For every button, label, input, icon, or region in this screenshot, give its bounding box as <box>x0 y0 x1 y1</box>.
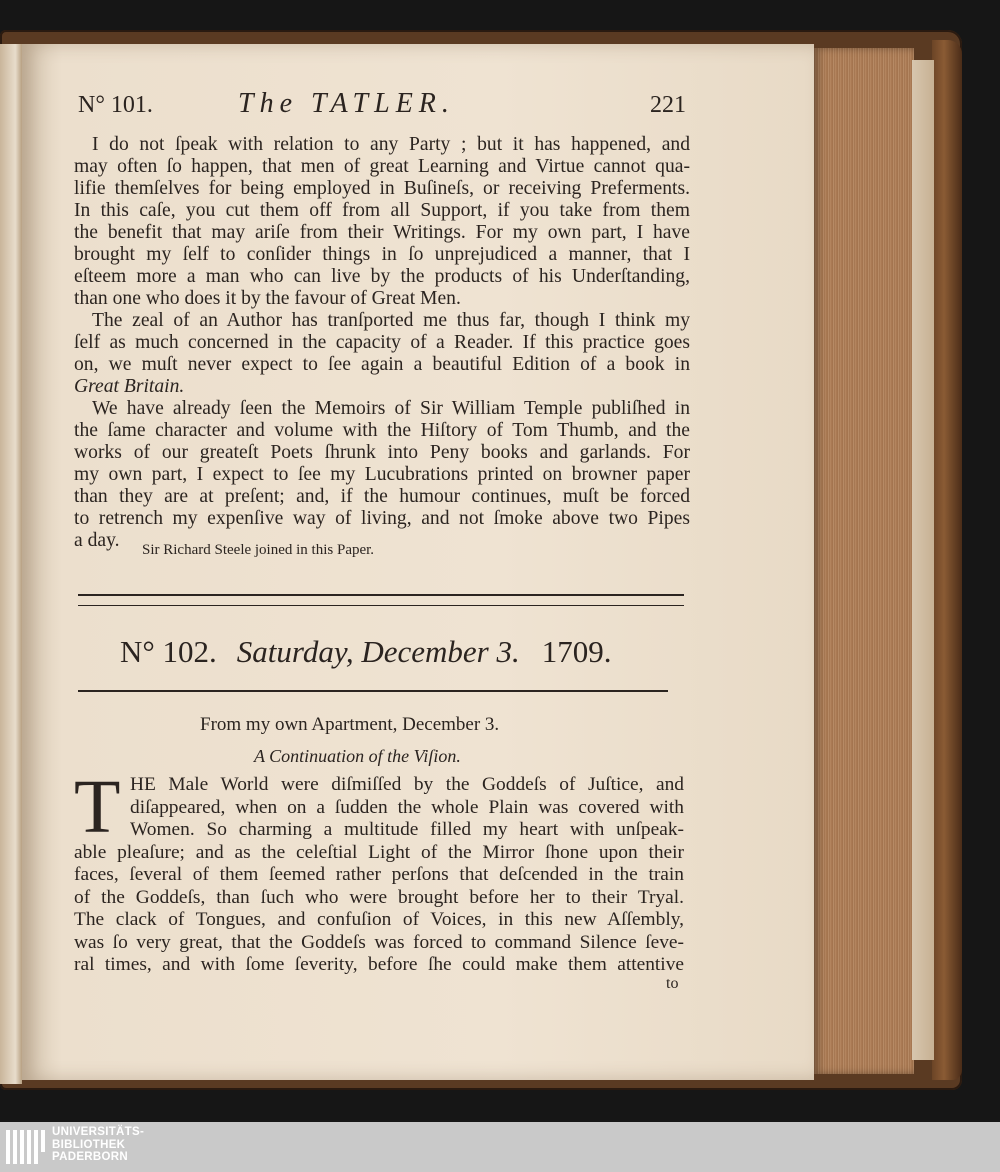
text-line: than one who does it by the favour of Great Men. <box>74 288 461 309</box>
section-subtitle: A Continuation of the Viſion. <box>254 746 461 766</box>
text-line: We have already ſeen the Memoirs of Sir William Temple publiſhed in <box>92 398 690 419</box>
heading-rule <box>78 690 668 692</box>
text-line: than they are at preſent; and, if the humour continues, muſt be forced <box>74 486 690 507</box>
text-line: ral times, and with ſome ſeverity, before ſhe could make them attentive <box>74 954 684 975</box>
drop-capital: T <box>74 765 121 849</box>
page-block-light <box>912 60 934 1060</box>
issue-date: Saturday, December 3. <box>236 634 520 669</box>
issue-body-text <box>74 765 684 977</box>
dateline: From my own Apartment, December 3. <box>200 714 500 735</box>
text-line: The zeal of an Author has tranſported me thus far, though I think my <box>92 310 690 331</box>
text-line: I do not ſpeak with relation to any Party ; but it has happened, and <box>92 134 690 155</box>
facing-page-edge <box>0 44 22 1084</box>
library-name-line: PADERBORN <box>52 1151 128 1163</box>
text-line: a day. <box>74 530 120 551</box>
issue-heading <box>120 634 612 670</box>
text-line: brought my ſelf to conſider things in ſo unprejudiced a manner, that I <box>74 244 690 265</box>
text-line: faces, ſeveral of them ſeemed rather perſons that deſcended in the train <box>74 864 684 885</box>
page-block-edges <box>814 48 914 1074</box>
library-footer <box>0 1122 1000 1172</box>
library-name <box>52 1126 144 1164</box>
previous-paper-text <box>74 134 690 552</box>
library-name-line: UNIVERSITÄTS- <box>52 1126 145 1138</box>
text-line: The clack of Tongues, and confuſion of Voices, in this new Aſſembly, <box>74 909 684 930</box>
header-issue-number: N° 101. <box>78 92 153 118</box>
text-line: diſappeared, when on a ſudden the whole Plain was covered with <box>130 796 684 818</box>
section-rule-thick <box>78 594 684 596</box>
header-title: The TATLER. <box>238 88 455 119</box>
text-line: to retrench my expenſive way of living, and not ſmoke above two Pipes <box>74 508 690 529</box>
text-line: of the Goddeſs, than ſuch who were brought before her to their Tryal. <box>74 886 684 908</box>
library-name-line: BIBLIOTHEK <box>52 1138 126 1151</box>
text-line: lifie themſelves for being employed in Buſineſs, or receiving Preferments. <box>74 178 690 199</box>
text-line: Women. So charming a multitude filled my heart with unſpeak- <box>130 819 684 840</box>
text-line: the benefit that may ariſe from their Writings. For my own part, I have <box>74 222 690 243</box>
text-line: the ſame character and volume with the Hiſtory of Tom Thumb, and the <box>74 420 690 441</box>
running-header <box>78 88 686 122</box>
issue-number: N° 102. <box>120 634 217 669</box>
text-line: was ſo very great, that the Goddeſs was forced to command Silence ſeve- <box>74 931 684 953</box>
text-line: able pleaſure; and as the celeſtial Light of the Mirror ſhone upon their <box>74 841 684 863</box>
text-line: may often ſo happen, that men of great Learning and Virtue cannot qua- <box>74 156 690 177</box>
text-line: In this caſe, you cut them off from all Support, if you take from them <box>74 200 690 221</box>
text-line: my own part, I expect to ſee my Lucubrations printed on browner paper <box>74 464 690 485</box>
text-line: eſteem more a man who can live by the products of his Underſtanding, <box>74 266 690 287</box>
text-line: works of our greateſt Poets ſhrunk into Peny books and garlands. For <box>74 442 690 463</box>
page-number: 221 <box>650 92 686 118</box>
text-line: ſelf as much concerned in the capacity of a Reader. If this practice goes <box>74 332 690 353</box>
catchword: to <box>666 975 679 992</box>
issue-year: 1709. <box>541 634 612 669</box>
section-rule-thin <box>78 605 684 606</box>
cover-edge <box>932 40 962 1080</box>
text-line: Great Britain. <box>74 376 185 397</box>
text-line: HE Male World were diſmiſſed by the Goddeſs of Juſtice, and <box>130 774 684 795</box>
signature-line: Sir Richard Steele joined in this Paper. <box>142 542 375 558</box>
library-logo-icon <box>4 1126 48 1168</box>
text-line: on, we muſt never expect to ſee again a beautiful Edition of a book in <box>74 354 690 375</box>
